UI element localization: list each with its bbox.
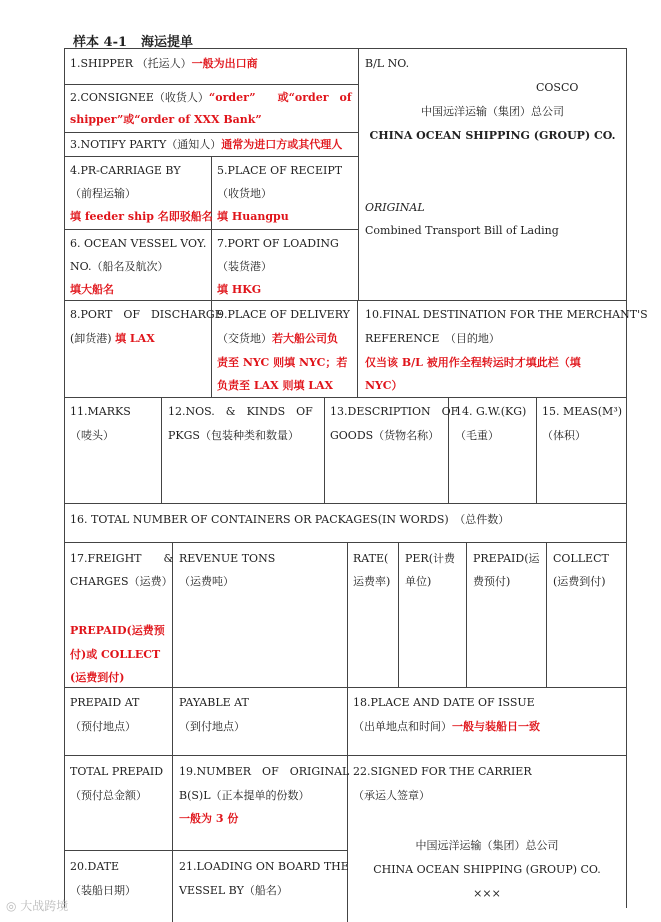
consignee-note: “order” 或“order of xyxy=(208,91,352,104)
precarriage-label: 4.PR-CARRIAGE BY xyxy=(70,164,181,177)
divider xyxy=(324,397,325,503)
delivery-field xyxy=(217,327,338,350)
shipper-note: 一般为出口商 xyxy=(191,57,258,70)
discharge-field xyxy=(70,327,155,350)
watermark-text: 大战跨境 xyxy=(20,899,69,913)
divider xyxy=(64,397,627,398)
divider xyxy=(546,542,547,687)
marks-label: 11.MARKS xyxy=(70,405,131,418)
prepaid-at-label: PREPAID AT xyxy=(70,696,140,709)
gross-weight-cn: （毛重） xyxy=(455,429,499,442)
issue-note: 一般与装船日一致 xyxy=(452,720,540,733)
issue-label: 18.PLACE AND DATE OF ISSUE xyxy=(353,696,535,709)
discharge-label: 8.PORT OF DISCHARGE xyxy=(70,308,223,321)
divider xyxy=(64,300,627,301)
notify-field xyxy=(70,133,342,156)
marks-cn: （唛头） xyxy=(70,429,114,442)
receipt-note: 填 Huangpu xyxy=(217,210,289,223)
date-label: 20.DATE xyxy=(70,860,120,873)
precarriage-cn: （前程运输） xyxy=(70,187,136,200)
description-label: 13.DESCRIPTION OF xyxy=(330,405,459,418)
originals-label: 19.NUMBER OF ORIGINAL xyxy=(179,765,350,778)
collect-cn: (运费到付) xyxy=(553,575,606,588)
issue-field xyxy=(353,715,540,738)
prepaid-cn: 费预付) xyxy=(473,575,511,588)
divider xyxy=(64,542,627,543)
payable-at-cn: （到付地点） xyxy=(179,720,245,733)
bl-number-label: B/L NO. xyxy=(365,57,410,70)
signature-company-cn: 中国远洋运输（集团）总公司 xyxy=(415,839,559,852)
date-cn: （装船日期） xyxy=(70,884,136,897)
originals-label-line2: B(S)L（正本提单的份数） xyxy=(179,789,310,802)
divider xyxy=(211,156,212,397)
signature: ××× xyxy=(473,887,501,900)
final-destination-note-line2: NYC） xyxy=(365,379,403,392)
gross-weight-label: 14. G.W.(KG) xyxy=(455,405,527,418)
total-prepaid-cn: （预付总金额） xyxy=(70,789,147,802)
revenue-tons-label: REVENUE TONS xyxy=(179,552,276,565)
watermark: ◎ 大战跨境 xyxy=(6,899,69,913)
divider xyxy=(64,687,627,688)
freight-label-line2: CHARGES（运费） xyxy=(70,575,173,588)
notify-label: 3.NOTIFY PARTY（通知人） xyxy=(70,138,222,151)
shipper-label: 1.SHIPPER （托运人） xyxy=(70,57,192,70)
divider xyxy=(64,850,347,851)
freight-note: PREPAID(运费预 xyxy=(70,624,165,637)
measurement-label: 15. MEAS(M³) xyxy=(542,405,623,418)
prepaid-label: PREPAID(运 xyxy=(473,552,540,565)
freight-note-line2: 付)或 COLLECT xyxy=(70,648,161,661)
signature-company-en: CHINA OCEAN SHIPPING (GROUP) CO. xyxy=(373,863,601,876)
divider xyxy=(64,503,627,504)
final-destination-label: 10.FINAL DESTINATION FOR THE MERCHANT'S xyxy=(365,308,648,321)
discharge-cn: (卸货港) xyxy=(70,332,112,345)
original-mark: ORIGINAL xyxy=(365,201,425,214)
measurement-cn: （体积） xyxy=(542,429,586,442)
divider xyxy=(172,542,173,922)
divider xyxy=(536,397,537,503)
freight-note-line3: (运费到付) xyxy=(70,671,125,684)
divider xyxy=(398,542,399,687)
onboard-label: 21.LOADING ON BOARD THE xyxy=(179,860,349,873)
divider xyxy=(358,48,359,300)
carrier-name-en: CHINA OCEAN SHIPPING (GROUP) CO. xyxy=(369,129,616,142)
signed-label: 22.SIGNED FOR THE CARRIER xyxy=(353,765,532,778)
delivery-note-line2: 责至 NYC 则填 NYC；若 xyxy=(217,356,348,369)
prepaid-at-cn: （预付地点） xyxy=(70,720,136,733)
packages-label-line2: PKGS（包装种类和数量） xyxy=(168,429,299,442)
divider xyxy=(64,755,627,756)
total-prepaid-label: TOTAL PREPAID xyxy=(70,765,164,778)
delivery-note: 若大船公司负 xyxy=(272,332,338,345)
discharge-note: 填 LAX xyxy=(115,332,155,345)
consignee-note-line2: shipper”或“order of XXX Bank” xyxy=(70,113,262,126)
sample-number: 样本 4-1 xyxy=(73,35,128,50)
receipt-cn: （收货地） xyxy=(217,187,272,200)
carrier-name-cn: 中国远洋运输（集团）总公司 xyxy=(421,105,564,118)
notify-note: 通常为进口方或其代理人 xyxy=(221,138,343,151)
rate-label: RATE( xyxy=(353,552,389,565)
vessel-label-line2: NO.（船名及航次） xyxy=(70,260,169,273)
payable-at-label: PAYABLE AT xyxy=(179,696,249,709)
collect-label: COLLECT xyxy=(553,552,609,565)
total-containers-label: 16. TOTAL NUMBER OF CONTAINERS OR PACKAGES(IN WORDS) （总件数） xyxy=(70,513,510,526)
delivery-cn: （交货地） xyxy=(217,332,272,345)
loading-label: 7.PORT OF LOADING xyxy=(217,237,339,250)
vessel-label: 6. OCEAN VESSEL VOY. xyxy=(70,237,207,250)
packages-label: 12.NOS. & KINDS OF xyxy=(168,405,313,418)
onboard-label-line2: VESSEL BY（船名） xyxy=(179,884,288,897)
rate-cn: 运费率) xyxy=(353,575,391,588)
delivery-note-line3: 负责至 LAX 则填 LAX xyxy=(217,379,334,392)
loading-note: 填 HKG xyxy=(217,283,262,296)
precarriage-note: 填 feeder ship 名即驳船名 xyxy=(70,210,213,223)
consignee-field xyxy=(70,86,352,109)
per-cn: 单位) xyxy=(405,575,432,588)
originals-note: 一般为 3 份 xyxy=(179,812,239,825)
carrier-code: COSCO xyxy=(536,81,579,94)
consignee-label: 2.CONSIGNEE（收货人） xyxy=(70,91,209,104)
receipt-label: 5.PLACE OF RECEIPT xyxy=(217,164,343,177)
revenue-tons-cn: （运费吨） xyxy=(179,575,234,588)
vessel-note: 填大船名 xyxy=(70,283,114,296)
divider xyxy=(161,397,162,503)
divider xyxy=(466,542,467,687)
divider xyxy=(357,300,358,397)
document-type: Combined Transport Bill of Lading xyxy=(365,224,559,237)
description-label-line2: GOODS（货物名称） xyxy=(330,429,440,442)
final-destination-note: 仅当该 B/L 被用作全程转运时才填此栏（填 xyxy=(365,356,581,369)
divider xyxy=(64,84,358,85)
shipper-field xyxy=(70,52,258,75)
document-name: 海运提单 xyxy=(141,35,194,50)
freight-label: 17.FREIGHT & xyxy=(70,552,174,565)
loading-cn: （装货港） xyxy=(217,260,272,273)
issue-cn: （出单地点和时间） xyxy=(353,720,452,733)
delivery-label: 9.PLACE OF DELIVERY xyxy=(217,308,350,321)
signed-cn: （承运人签章） xyxy=(353,789,430,802)
per-label: PER(计费 xyxy=(405,552,456,565)
final-destination-label-line2: REFERENCE （目的地） xyxy=(365,332,500,345)
